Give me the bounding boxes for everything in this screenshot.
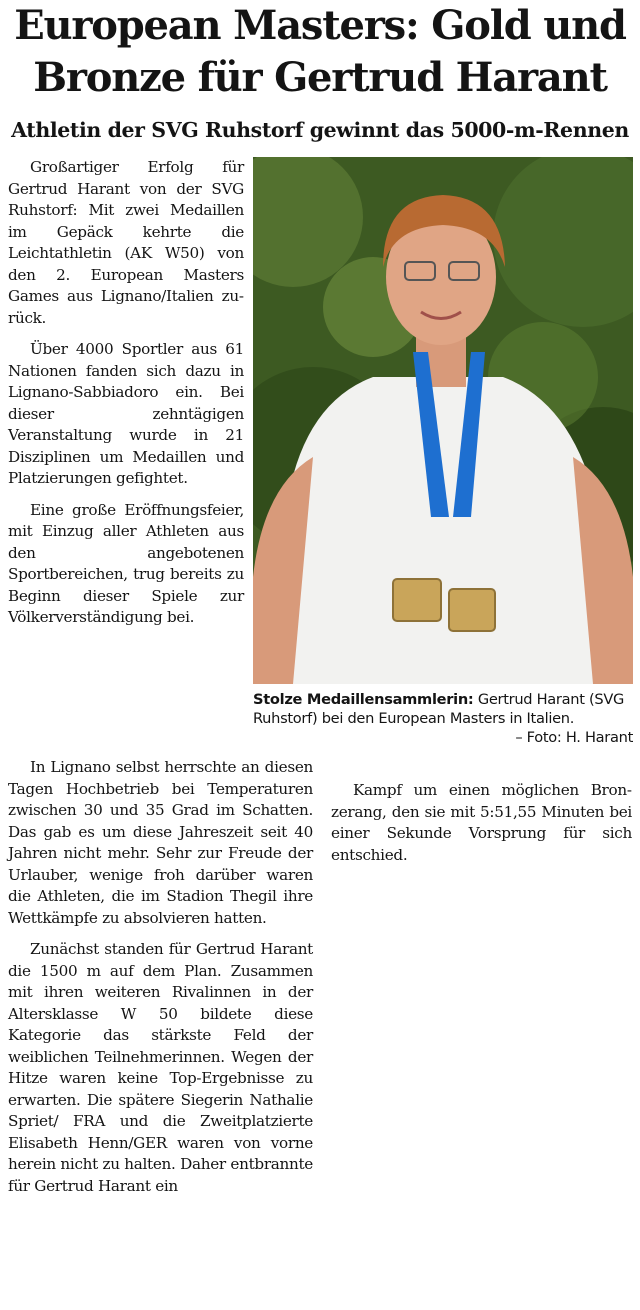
paragraph: Kampf um einen möglichen Bronzerang, den sie mit 5:51,55 Minuten bei einer Sekunde Vorsprung für sich entschied.	[331, 781, 632, 864]
caption-bold: Stolze Medaillensammlerin:	[253, 691, 474, 708]
photo-credit: – Foto: H. Harant	[515, 729, 633, 746]
subheadline: Athletin der SVG Ruhstorf gewinnt das 5000-m-Rennen	[11, 118, 629, 142]
headline-line-1: European Masters: Gold und	[14, 2, 626, 49]
headline-line-2: Bronze für Gertrud Harant	[33, 54, 607, 101]
photo-illustration	[253, 157, 633, 684]
caption-text	[253, 690, 633, 728]
paragraph: Zunächst standen für Gertrud Harant die 1500 m auf dem Plan. Zusammen mit ihren weiteren Rivalinnen in der Altersklasse W 50 bildete diese Kategorie das stärkste Feld der weiblichen Teilnehmerinnen. Wegen der Hitze waren keine Top-Ergebnisse zu erwarten. Die spätere Siegerin Nathalie Spriet/ FRA und die Zweitplatzierte Elisabeth Henn/GER waren von vorne herein nicht zu halten. Daher entbrannte für Gertrud Harant ein	[8, 940, 313, 1195]
photo-caption	[253, 690, 633, 747]
caption-body: Gertrud Harant (SVG Ruhstorf) bei den European Masters in Italien.	[253, 691, 625, 727]
article-column-3	[331, 780, 632, 876]
paragraph: In Lignano selbst herrschte an diesen Tagen Hochbetrieb bei Temperaturen zwischen 30 und 35 Grad im Schatten. Das gab es um diese Jahreszeit seit 40 Jahren nicht mehr. Sehr zur Freude der Urlauber, wenige froh darüber waren die Athleten, die im Stadion Thegil ihre Wettkämpfe zu absolvieren hatten.	[8, 758, 313, 927]
athlete-photo	[253, 157, 633, 684]
paragraph: Großartiger Erfolg für Gertrud Harant von der SVG Ruhstorf: Mit zwei Medaillen im Gepäck kehrte die Leichtathletin (AK W50) von den 2. European Masters Games aus Lignano/Italien zurück.	[8, 158, 244, 327]
article-column-2	[8, 757, 313, 1197]
paragraph: Über 4000 Sportler aus 61 Nationen fanden sich dazu in Lignano-Sabbiadoro ein. Bei dieser zehntägigen Veranstaltung wurde in 21 Disziplinen um Medaillen und Platzierungen gefightet.	[8, 340, 244, 487]
article-column-1	[8, 157, 244, 639]
paragraph: Eine große Eröffnungsfeier, mit Einzug aller Athleten aus den angebotenen Sportbereichen, trug bereits zu Beginn dieser Spiele zur Völkerverständigung bei.	[8, 500, 244, 626]
